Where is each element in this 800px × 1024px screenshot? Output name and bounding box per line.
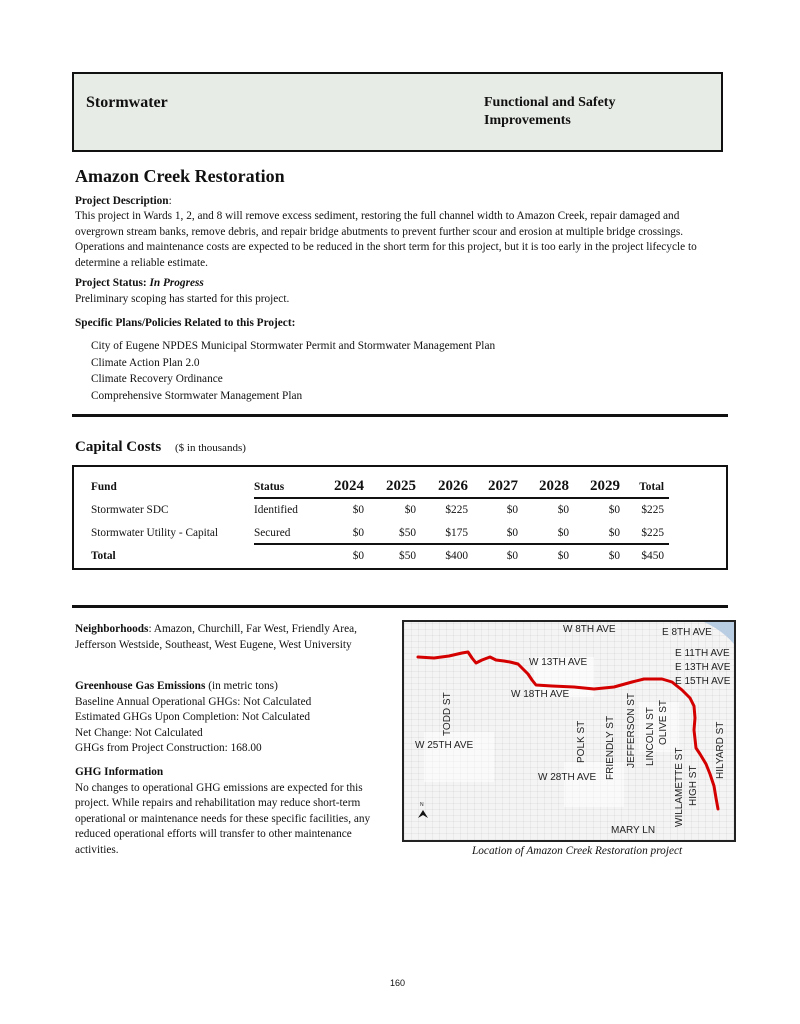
column-header: Total	[639, 480, 664, 493]
ghg-line: GHGs from Project Construction: 168.00	[75, 742, 262, 754]
value-cell: $50	[399, 526, 416, 539]
plan-item: City of Eugene NPDES Municipal Stormwater Permit and Stormwater Management Plan	[91, 340, 496, 352]
page-number: 160	[390, 978, 406, 988]
project-status: Project Status: In Progress	[75, 277, 204, 289]
ghg-label: Greenhouse Gas Emissions	[75, 680, 206, 692]
map-label-w28th: W 28TH AVE	[538, 772, 597, 783]
fund-cell: Stormwater SDC	[91, 503, 169, 516]
map-label-olive: OLIVE ST	[658, 699, 669, 745]
column-header: 2028	[539, 478, 569, 494]
table-row	[91, 521, 664, 544]
total-cell: $225	[641, 503, 664, 516]
value-cell: $0	[557, 526, 569, 539]
ghg-emissions	[75, 679, 385, 757]
column-header: 2027	[488, 478, 518, 494]
value-cell: $0	[557, 549, 569, 562]
value-cell: $0	[404, 503, 416, 516]
category-header-box	[72, 72, 723, 152]
total-overline	[254, 543, 669, 545]
status-cell: Identified	[254, 503, 298, 516]
value-cell: $225	[445, 503, 468, 516]
category-title: Stormwater	[86, 94, 168, 111]
value-cell: $0	[506, 549, 518, 562]
neighborhoods: Neighborhoods: Amazon, Churchill, Far West, Friendly Area, Jefferson Westside, Southeast, West Eugene, West University	[75, 623, 357, 651]
plan-item: Climate Action Plan 2.0	[91, 356, 200, 369]
plan-item: Comprehensive Stormwater Management Plan	[91, 389, 303, 402]
total-cell: $225	[641, 526, 664, 539]
value-cell: $0	[352, 526, 364, 539]
neighborhoods-list: Amazon, Churchill, Far West, Friendly Area, Jefferson Westside, Southeast, West Eugene, West University	[75, 623, 357, 651]
column-header: 2026	[438, 478, 468, 494]
value-cell: $0	[352, 503, 364, 516]
value-cell: $0	[608, 503, 620, 516]
column-header: 2024	[334, 478, 364, 494]
description-label: Project Description:	[75, 195, 172, 207]
neighborhoods-label: Neighborhoods	[75, 623, 149, 635]
total-label: Total	[91, 549, 116, 562]
value-cell: $0	[506, 503, 518, 516]
ghg-information	[75, 765, 385, 858]
value-cell: $0	[557, 503, 569, 516]
capital-costs-table-box	[72, 465, 728, 570]
north-arrow-icon	[418, 810, 428, 818]
column-header: Fund	[91, 480, 117, 493]
value-cell: $0	[608, 549, 620, 562]
value-cell: $50	[399, 549, 416, 562]
section-divider	[72, 414, 728, 417]
column-header: 2029	[590, 478, 620, 494]
map-label-hilyard: HILYARD ST	[715, 721, 726, 779]
value-cell: $175	[445, 526, 468, 539]
capital-costs-subtitle: ($ in thousands)	[175, 442, 246, 454]
table-total-row	[91, 544, 664, 567]
ghg-unit: (in metric tons)	[208, 680, 278, 692]
map-label-friendly: FRIENDLY ST	[605, 715, 616, 780]
section-divider	[72, 605, 728, 608]
ghg-line: Estimated GHGs Upon Completion: Not Calculated	[75, 711, 311, 723]
column-header: 2025	[386, 478, 416, 494]
value-cell: $0	[608, 526, 620, 539]
table-row	[91, 498, 664, 521]
map-caption: Location of Amazon Creek Restoration project	[472, 845, 683, 857]
map-label-polk: POLK ST	[576, 720, 587, 763]
plans-label	[75, 316, 295, 332]
map-label-e11th: E 11TH AVE	[675, 648, 730, 659]
subcategory-title: Functional and Safety Improvements	[484, 95, 616, 128]
project-location-map	[402, 620, 736, 842]
map-label-w18th: W 18TH AVE	[511, 689, 570, 700]
status-text: Preliminary scoping has started for this project.	[75, 293, 290, 305]
map-label-w8th: W 8TH AVE	[563, 624, 616, 635]
status-cell: Secured	[254, 526, 291, 539]
plan-item: Climate Recovery Ordinance	[91, 373, 223, 386]
value-cell: $0	[506, 526, 518, 539]
map-label-lincoln: LINCOLN ST	[645, 707, 656, 766]
ghg-info-text: No changes to operational GHG emissions are expected for this project. While repairs and rehabilitation may reduce short-term operational or maintenance needs for these specific facilities, any reduced operational efforts will transfer to other maintenance activities.	[75, 781, 371, 856]
value-cell: $0	[352, 549, 364, 562]
description-label-text: Project Description	[75, 195, 169, 207]
ghg-line: Net Change: Not Calculated	[75, 726, 203, 739]
project-title: Amazon Creek Restoration	[75, 166, 285, 186]
table-header-row	[91, 475, 664, 498]
map-label-e8th: E 8TH AVE	[662, 627, 712, 638]
total-cell: $450	[641, 549, 664, 562]
plans-list	[91, 338, 495, 404]
ghg-info-label: GHG Information	[75, 766, 164, 778]
ghg-line: Baseline Annual Operational GHGs: Not Calculated	[75, 695, 312, 708]
map-label-mary-ln: MARY LN	[611, 825, 656, 836]
fund-cell: Stormwater Utility - Capital	[91, 526, 219, 539]
map-label-high: HIGH ST	[688, 765, 699, 806]
map-label-w25th: W 25TH AVE	[415, 740, 474, 751]
status-label: Project Status	[75, 277, 143, 289]
map-label-e13th: E 13TH AVE	[675, 662, 731, 673]
north-label: N	[420, 802, 424, 808]
map-label-jefferson: JEFFERSON ST	[626, 692, 637, 768]
map-label-willamette: WILLAMETTE ST	[674, 747, 685, 827]
capital-costs-table	[91, 475, 664, 567]
map-label-w13th: W 13TH AVE	[529, 657, 588, 668]
map-label-e15th: E 15TH AVE	[675, 676, 731, 687]
column-header: Status	[254, 480, 285, 493]
map-label-todd: TODD ST	[442, 692, 453, 736]
status-value: In Progress	[149, 277, 204, 289]
header-underline	[254, 497, 669, 499]
project-description: This project in Wards 1, 2, and 8 will remove excess sediment, restoring the full channel width to Amazon Creek, repair damaged and overgrown stream banks, remove debris, and repair bridge abutments to prevent further scour and erosion at multiple bridge crossings. Operations and maintenance costs are expected to be reduced in the short term for this project, but it is too early in the project lifecycle to determine a reliable estimate.	[75, 210, 697, 269]
plans-label-text: Specific Plans/Policies Related to this Project:	[75, 317, 296, 329]
value-cell: $400	[445, 549, 468, 562]
capital-costs-title: Capital Costs	[75, 439, 162, 455]
